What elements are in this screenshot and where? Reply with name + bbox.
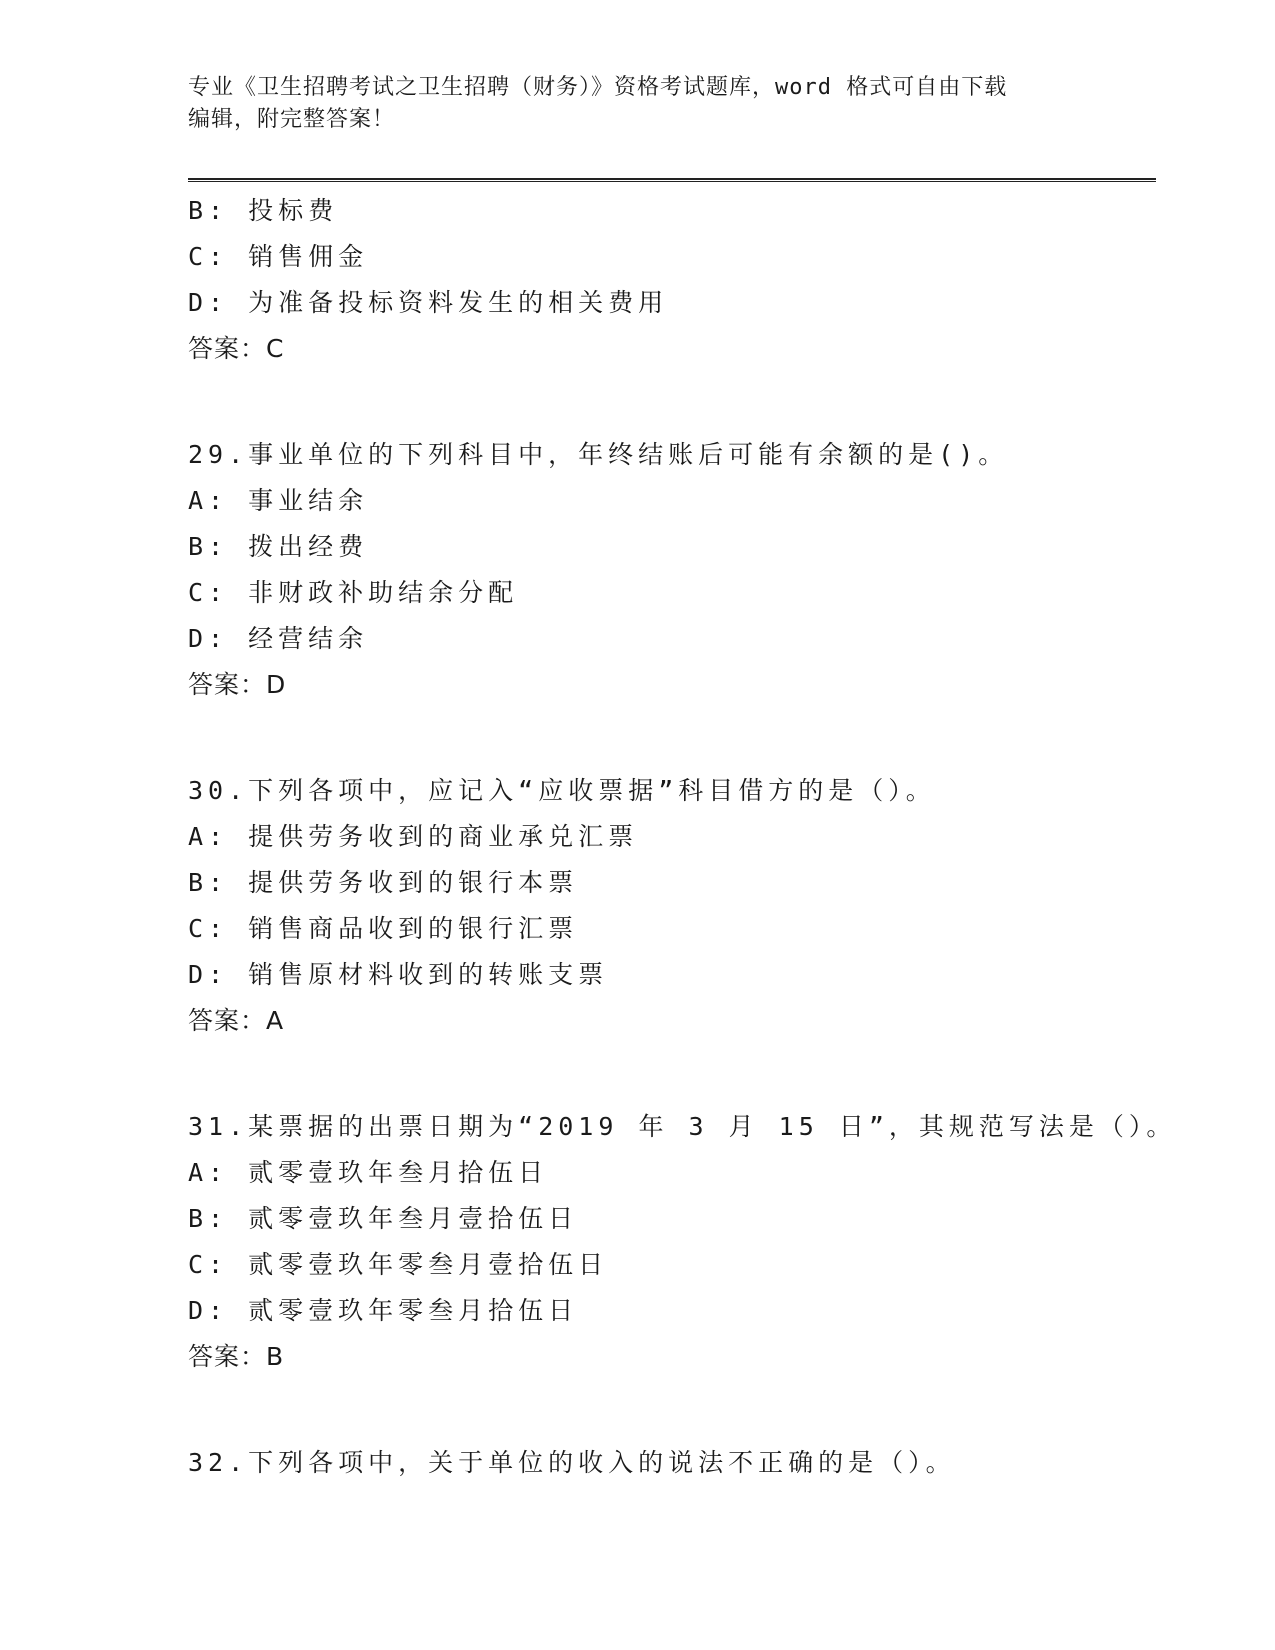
question-32 — [188, 1440, 1158, 1486]
option-text: 提供劳务收到的商业承兑汇票 — [248, 822, 639, 851]
option-text: 非财政补助结余分配 — [248, 578, 519, 607]
answer-value: D — [266, 670, 287, 699]
document-header — [188, 72, 1068, 136]
option-d — [188, 1288, 1158, 1334]
option-b — [188, 188, 1158, 234]
option-text: 事业结余 — [248, 486, 369, 515]
answer-line — [188, 998, 1158, 1044]
option-a — [188, 478, 1158, 524]
question-28-continued — [188, 188, 1158, 372]
option-label: D: — [188, 960, 229, 989]
option-label: B: — [188, 1204, 229, 1233]
option-d — [188, 952, 1158, 998]
question-stem: 32.下列各项中，关于单位的收入的说法不正确的是（）。 — [188, 1448, 956, 1477]
option-d — [188, 280, 1158, 326]
question-31 — [188, 1104, 1177, 1380]
option-c — [188, 234, 1158, 280]
option-label: C: — [188, 1250, 229, 1279]
option-text: 销售原材料收到的转账支票 — [248, 960, 609, 989]
question-stem: 29.事业单位的下列科目中，年终结账后可能有余额的是()。 — [188, 440, 1009, 469]
answer-value: A — [266, 1006, 285, 1035]
answer-value: B — [266, 1342, 285, 1371]
option-label: B: — [188, 196, 229, 225]
option-label: A: — [188, 822, 229, 851]
option-text: 拨出经费 — [248, 532, 369, 561]
option-text: 贰零壹玖年零叁月拾伍日 — [248, 1296, 579, 1325]
answer-label: 答案： — [188, 670, 267, 699]
option-c — [188, 1242, 1158, 1288]
answer-line — [188, 1334, 1158, 1380]
question-list — [188, 188, 1177, 1486]
option-label: C: — [188, 578, 229, 607]
option-c — [188, 906, 1158, 952]
question-stem: 30.下列各项中，应记入“应收票据”科目借方的是（）。 — [188, 776, 936, 805]
option-label: C: — [188, 242, 229, 271]
answer-label: 答案： — [188, 1006, 267, 1035]
option-b — [188, 524, 1158, 570]
option-text: 贰零壹玖年叁月壹拾伍日 — [248, 1204, 579, 1233]
option-text: 贰零壹玖年叁月拾伍日 — [248, 1158, 549, 1187]
option-label: A: — [188, 1158, 229, 1187]
option-text: 为准备投标资料发生的相关费用 — [248, 288, 669, 317]
option-label: A: — [188, 486, 229, 515]
answer-label: 答案： — [188, 334, 267, 363]
answer-line — [188, 326, 1158, 372]
option-label: D: — [188, 288, 229, 317]
option-label: B: — [188, 868, 229, 897]
option-label: B: — [188, 532, 229, 561]
option-text: 经营结余 — [248, 624, 369, 653]
option-b — [188, 1196, 1158, 1242]
answer-line — [188, 662, 1158, 708]
option-text: 销售佣金 — [248, 242, 369, 271]
header-line-2: 编辑，附完整答案！ — [188, 107, 396, 132]
option-b — [188, 860, 1158, 906]
question-29 — [188, 432, 1158, 708]
header-line-1: 专业《卫生招聘考试之卫生招聘（财务）》资格考试题库，word 格式可自由下载 — [188, 75, 1008, 100]
header-divider — [188, 178, 1156, 182]
option-label: C: — [188, 914, 229, 943]
option-a — [188, 1150, 1158, 1196]
option-text: 销售商品收到的银行汇票 — [248, 914, 579, 943]
answer-value: C — [266, 334, 285, 363]
option-text: 贰零壹玖年零叁月壹拾伍日 — [248, 1250, 609, 1279]
option-a — [188, 814, 1158, 860]
option-text: 投标费 — [248, 196, 339, 225]
question-stem: 31.某票据的出票日期为“2019 年 3 月 15 日”，其规范写法是（）。 — [188, 1112, 1177, 1141]
option-d — [188, 616, 1158, 662]
option-label: D: — [188, 624, 229, 653]
option-label: D: — [188, 1296, 229, 1325]
answer-label: 答案： — [188, 1342, 267, 1371]
option-c — [188, 570, 1158, 616]
question-30 — [188, 768, 1158, 1044]
option-text: 提供劳务收到的银行本票 — [248, 868, 579, 897]
